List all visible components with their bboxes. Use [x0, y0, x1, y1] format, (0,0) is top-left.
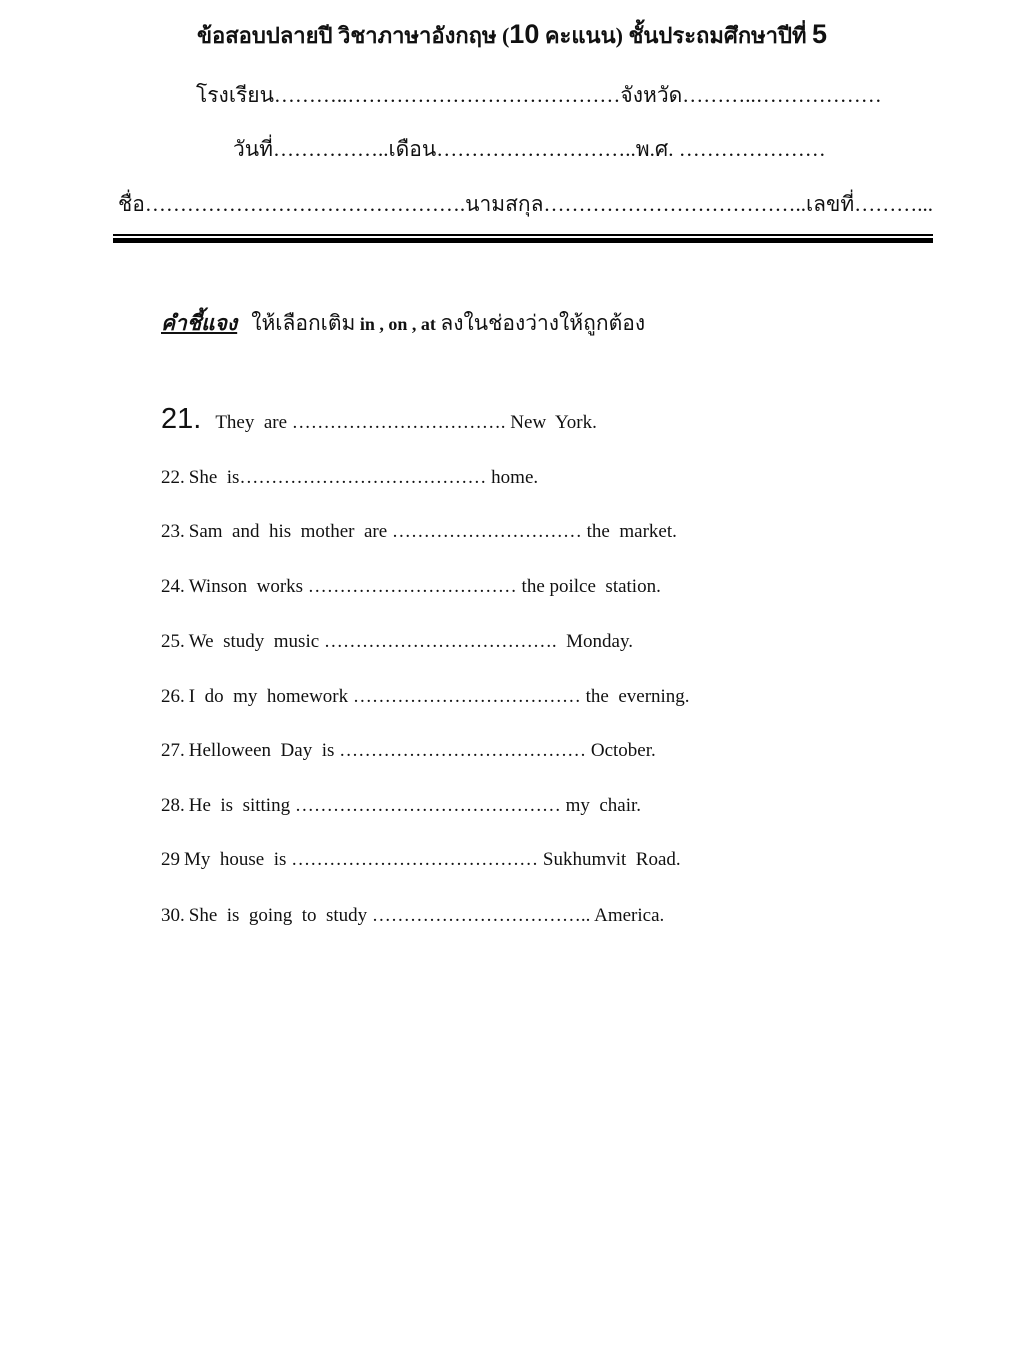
question-number: 30.: [161, 905, 185, 926]
question-number: 26.: [161, 686, 185, 707]
header-divider-thin: [113, 234, 933, 236]
question-number: 24.: [161, 576, 185, 597]
question-text: He is sitting …………………………………… my chair.: [188, 795, 642, 816]
question-number: 27.: [161, 740, 185, 761]
header-divider-thick: [113, 238, 933, 243]
exam-title-prefix: ข้อสอบปลายปี วิชาภาษาอังกฤษ (: [197, 23, 510, 48]
name-line: ชื่อ……………………………………….นามสกุล………………………………..เลขที่………...: [118, 192, 934, 216]
question-text: Helloween Day is ………………………………… October.: [188, 740, 656, 761]
exam-points: 10: [509, 19, 540, 49]
instruction-suffix: ลงในช่องว่างให้ถูกต้อง: [440, 311, 646, 335]
exam-title-middle: คะแนน) ชั้นประถมศึกษาปีที่: [539, 23, 812, 48]
question-text: We study music ………………………………. Monday.: [188, 631, 633, 652]
instruction-prefix: ให้เลือกเติม: [251, 311, 356, 335]
question-27: [161, 740, 656, 762]
instruction-label: คำชี้แจง: [161, 311, 238, 335]
question-22: [161, 467, 538, 489]
question-number: 29: [161, 849, 180, 870]
question-28: [161, 795, 641, 817]
instruction: [161, 307, 645, 340]
instruction-words: in , on , at: [355, 314, 441, 334]
question-number: 21.: [161, 403, 202, 435]
question-number: 22.: [161, 467, 185, 488]
question-29: [161, 849, 681, 871]
question-26: [161, 686, 690, 708]
question-text: I do my homework ……………………………… the everning.: [188, 686, 690, 707]
question-number: 25.: [161, 631, 185, 652]
exam-title: [0, 18, 1024, 53]
question-number: 23.: [161, 521, 185, 542]
question-25: [161, 631, 633, 653]
question-text: My house is ………………………………… Sukhumvit Road.: [184, 849, 681, 870]
question-30: [161, 905, 664, 927]
date-line: วันที่……………..เดือน………………………..พ.ศ. …………………: [233, 137, 826, 161]
question-24: [161, 576, 661, 598]
question-23: [161, 521, 677, 543]
question-text: Winson works …………………………… the poilce station.: [188, 576, 661, 597]
question-21: [161, 403, 597, 436]
school-line: โรงเรียน………..…………………………………จังหวัด………..………………: [196, 83, 882, 107]
question-number: 28.: [161, 795, 185, 816]
question-text: Sam and his mother are ………………………… the market.: [188, 521, 677, 542]
exam-grade: 5: [811, 19, 827, 49]
question-text: She is going to study …………………………….. America.: [188, 905, 665, 926]
question-text: She is………………………………… home.: [188, 467, 539, 488]
question-text: They are ……………………………. New York.: [215, 412, 597, 433]
